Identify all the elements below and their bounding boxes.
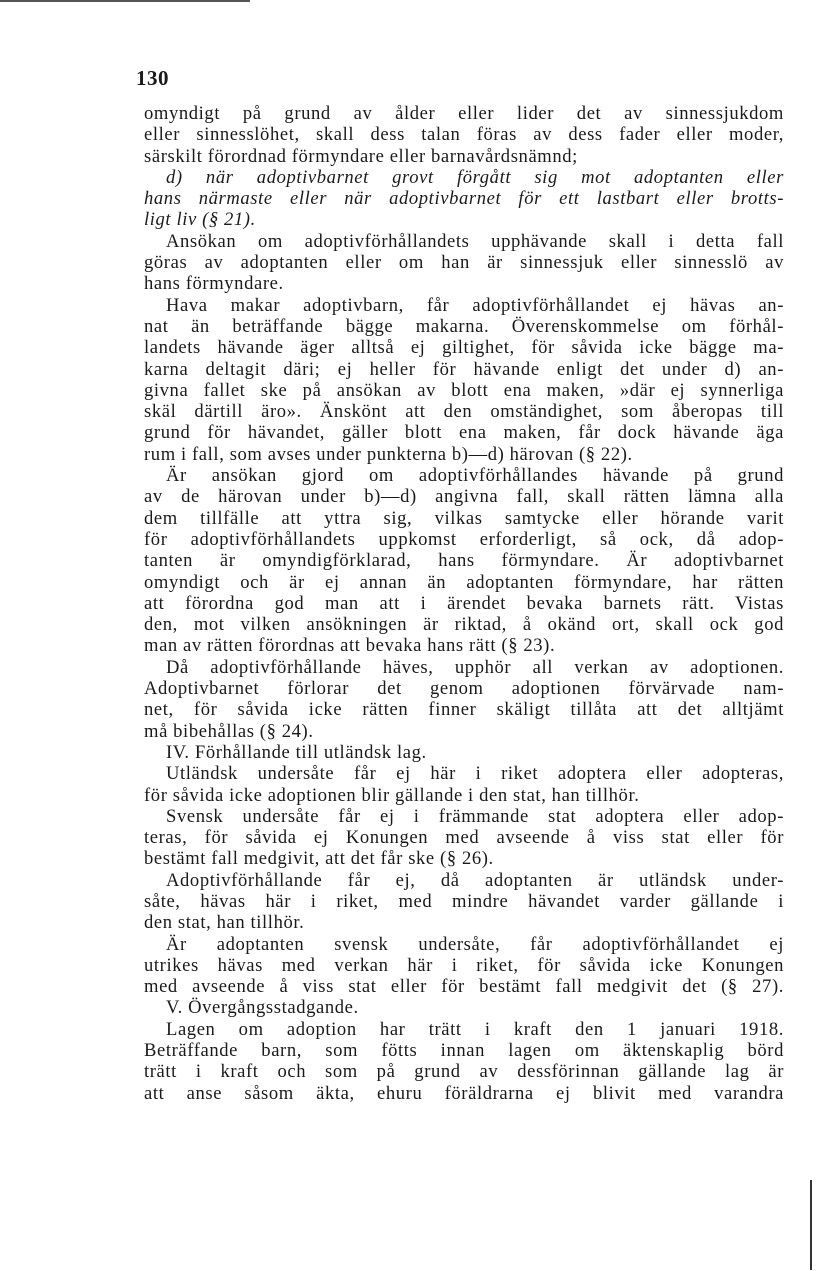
- text-line: Lagen om adoption har trätt i kraft den 1 januari 1918.: [166, 1018, 784, 1040]
- text-line: Då adoptivförhållande häves, upphör all verkan av adoptionen.: [166, 656, 784, 678]
- text-line: att anse såsom äkta, ehuru föräldrarna ej blivit med varandra: [144, 1082, 784, 1104]
- text-line: utrikes hävas med verkan här i riket, för såvida icke Konungen: [144, 954, 784, 976]
- text-line: Utländsk undersåte får ej här i riket adoptera eller adopteras,: [166, 763, 784, 785]
- page-edge-line: [0, 0, 250, 2]
- text-line: tanten är omyndigförklarad, hans förmyndare. Är adoptivbarnet: [144, 550, 784, 572]
- text-line: Ansökan om adoptivförhållandets upphävande skall i detta fall: [166, 230, 784, 252]
- text-line: bestämt fall medgivit, att det får ske (§ 26).: [144, 848, 494, 870]
- text-line: net, för såvida icke rätten finner skäligt tillåta att det alltjämt: [144, 699, 784, 721]
- text-line: Är adoptanten svensk undersåte, får adoptivförhållandet ej: [166, 933, 784, 955]
- text-line: Beträffande barn, som fötts innan lagen om äktenskaplig börd: [144, 1040, 784, 1062]
- text-line: Är ansökan gjord om adoptivförhållandes hävande på grund: [166, 465, 784, 487]
- page-number: 130: [136, 66, 169, 90]
- text-line: skäl därtill äro». Änskönt att den omständighet, som åberopas till: [144, 401, 784, 423]
- text-line: dem tillfälle att yttra sig, vilkas samtycke eller hörande varit: [144, 507, 784, 529]
- text-line: man av rätten förordnas att bevaka hans rätt (§ 23).: [144, 635, 556, 657]
- text-line: hans närmaste eller när adoptivbarnet för ett lastbart eller brotts-: [144, 188, 784, 210]
- text-line: Adoptivförhållande får ej, då adoptanten är utländsk under-: [166, 869, 784, 891]
- text-line: särskilt förordnad förmyndare eller barnavårdsnämnd;: [144, 145, 578, 167]
- text-line: d) när adoptivbarnet grovt förgått sig mot adoptanten eller: [166, 166, 784, 188]
- text-line: karna deltagit däri; ej heller för hävande enligt det under d) an-: [144, 358, 784, 380]
- text-line: Adoptivbarnet förlorar det genom adoptionen förvärvade nam-: [144, 678, 784, 700]
- text-line: den, mot vilken ansökningen är riktad, å okänd ort, skall ock god: [144, 614, 784, 636]
- text-line: Svensk undersåte får ej i främmande stat adoptera eller adop-: [166, 805, 784, 827]
- text-line: för såvida icke adoptionen blir gällande i den stat, han tillhör.: [144, 784, 640, 806]
- text-line: att förordna god man att i ärendet bevaka barnets rätt. Vistas: [144, 592, 784, 614]
- text-line: givna fallet ske på ansökan av blott ena maken, »där ej synnerliga: [144, 379, 784, 401]
- text-line: trätt i kraft och som på grund av dessförinnan gällande lag är: [144, 1061, 784, 1083]
- text-line: omyndigt och är ej annan än adoptanten förmyndare, har rätten: [144, 571, 784, 593]
- section-heading: IV. Förhållande till utländsk lag.: [166, 741, 427, 763]
- text-line: landets hävande äger alltså ej giltighet, för såvida icke bägge ma-: [144, 337, 784, 359]
- section-heading: V. Övergångsstadgande.: [166, 997, 359, 1019]
- text-line: teras, för såvida ej Konungen med avseende å viss stat eller för: [144, 827, 784, 849]
- text-line: hans förmyndare.: [144, 273, 284, 295]
- text-line: Hava makar adoptivbarn, får adoptivförhållandet ej hävas an-: [166, 294, 784, 316]
- text-line: må bibehållas (§ 24).: [144, 720, 314, 742]
- text-line: rum i fall, som avses under punkterna b)—d) härovan (§ 22).: [144, 443, 633, 465]
- text-line: ligt liv (§ 21).: [144, 209, 256, 231]
- text-line: med avseende å viss stat eller för bestämt fall medgivit det (§ 27).: [144, 976, 784, 998]
- text-line: av de härovan under b)—d) angivna fall, skall rätten lämna alla: [144, 486, 784, 508]
- page-edge-line: [810, 1180, 812, 1270]
- text-line: grund för hävandet, gäller blott ena maken, får dock hävande äga: [144, 422, 784, 444]
- body-text: [144, 103, 784, 1104]
- text-line: såte, hävas här i riket, med mindre hävandet varder gällande i: [144, 890, 784, 912]
- text-line: den stat, han tillhör.: [144, 912, 305, 934]
- text-line: nat än beträffande bägge makarna. Överenskommelse om förhål-: [144, 315, 784, 337]
- text-line: göras av adoptanten eller om han är sinnessjuk eller sinnesslö av: [144, 252, 784, 274]
- text-line: eller sinnesslöhet, skall dess talan föras av dess fader eller moder,: [144, 124, 784, 146]
- text-line: omyndigt på grund av ålder eller lider det av sinnessjukdom: [144, 103, 784, 124]
- text-line: för adoptivförhållandets uppkomst erforderligt, så ock, då adop-: [144, 528, 784, 550]
